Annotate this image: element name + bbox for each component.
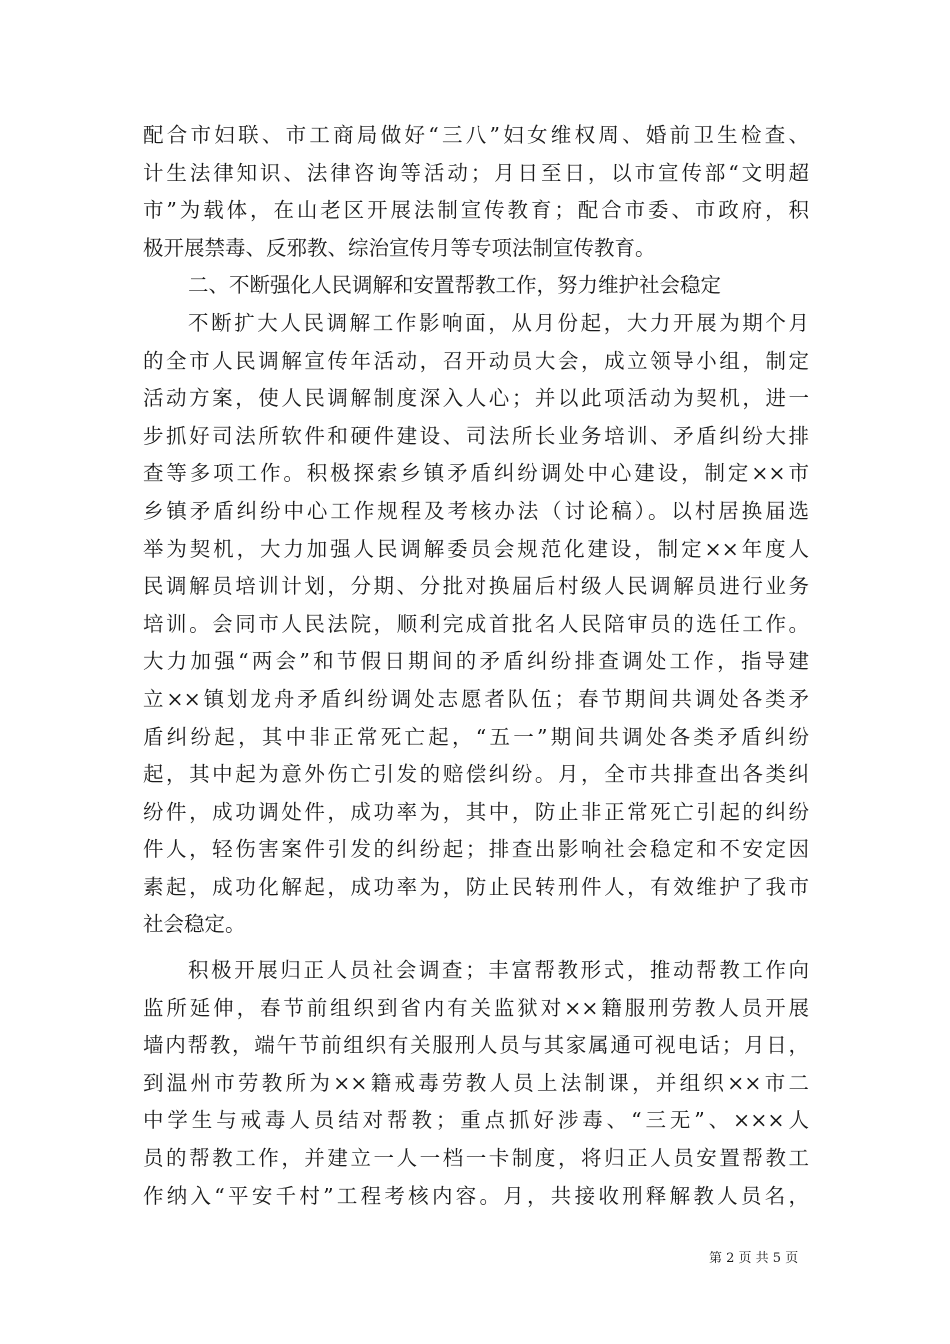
text-line: 员的帮教工作，并建立一人一档一卡制度，将归正人员安置帮教工 xyxy=(143,1146,809,1171)
text-line: 活动方案，使人民调解制度深入人心；并以此项活动为契机，进一 xyxy=(143,386,809,411)
text-line: 民调解员培训计划，分期、分批对换届后村级人民调解员进行业务 xyxy=(143,574,809,599)
section-heading-text: 二、不断强化人民调解和安置帮教工作，努力维护社会稳定 xyxy=(188,273,721,298)
text-line: 积极开展归正人员社会调查；丰富帮教形式，推动帮教工作向 xyxy=(188,958,809,983)
text-line: 盾纠纷起，其中非正常死亡起，“五一”期间共调处各类矛盾纠纷 xyxy=(143,724,809,749)
text-line: 件人，轻伤害案件引发的纠纷起；排查出影响社会稳定和不安定因 xyxy=(143,837,809,862)
page-number: 第 2 页 共 5 页 xyxy=(709,1251,799,1266)
text-line: 纷件，成功调处件，成功率为，其中，防止非正常死亡引起的纠纷 xyxy=(143,799,809,824)
text-line: 市”为载体，在山老区开展法制宣传教育；配合市委、市政府，积 xyxy=(143,198,809,223)
text-line: 查等多项工作。积极探索乡镇矛盾纠纷调处中心建设，制定××市 xyxy=(143,461,809,486)
text-line: 监所延伸，春节前组织到省内有关监狱对××籍服刑劳教人员开展 xyxy=(143,995,809,1020)
text-line: 立××镇划龙舟矛盾纠纷调处志愿者队伍；春节期间共调处各类矛 xyxy=(143,686,809,711)
paragraph-rehabilitation xyxy=(143,952,809,1215)
text-line: 中学生与戒毒人员结对帮教；重点抓好涉毒、“三无”、×××人 xyxy=(143,1108,809,1133)
text-line: 培训。会同市人民法院，顺利完成首批名人民陪审员的选任工作。 xyxy=(143,611,809,636)
text-line: 乡镇矛盾纠纷中心工作规程及考核办法（讨论稿）。以村居换届选 xyxy=(143,498,809,523)
text-line: 素起，成功化解起，成功率为，防止民转刑件人，有效维护了我市 xyxy=(143,874,809,899)
text-line: 计生法律知识、法律咨询等活动；月日至日，以市宣传部“文明超 xyxy=(143,160,809,185)
text-line: 举为契机，大力加强人民调解委员会规范化建设，制定××年度人 xyxy=(143,536,809,561)
document-body xyxy=(143,117,809,1215)
text-line: 起，其中起为意外伤亡引发的赔偿纠纷。月，全市共排查出各类纠 xyxy=(143,762,809,787)
text-line: 到温州市劳教所为××籍戒毒劳教人员上法制课，并组织××市二 xyxy=(143,1070,809,1095)
text-line: 极开展禁毒、反邪教、综治宣传月等专项法制宣传教育。 xyxy=(143,235,656,260)
text-line: 步抓好司法所软件和硬件建设、司法所长业务培训、矛盾纠纷大排 xyxy=(143,423,809,448)
paragraph-intro xyxy=(143,117,809,267)
text-line: 社会稳定。 xyxy=(143,912,246,937)
text-line: 作纳入“平安千村”工程考核内容。月，共接收刑释解教人员名， xyxy=(143,1183,809,1208)
text-line: 墙内帮教，端午节前组织有关服刑人员与其家属通可视电话；月日， xyxy=(143,1033,809,1058)
text-line: 的全市人民调解宣传年活动，召开动员大会，成立领导小组，制定 xyxy=(143,348,809,373)
text-line: 不断扩大人民调解工作影响面，从月份起，大力开展为期个月 xyxy=(188,310,809,335)
text-line: 大力加强“两会”和节假日期间的矛盾纠纷排查调处工作，指导建 xyxy=(143,649,809,674)
text-line: 配合市妇联、市工商局做好“三八”妇女维权周、婚前卫生检查、 xyxy=(143,123,809,147)
paragraph-gap xyxy=(143,944,809,952)
paragraph-mediation xyxy=(143,305,809,944)
section-heading xyxy=(143,267,809,305)
